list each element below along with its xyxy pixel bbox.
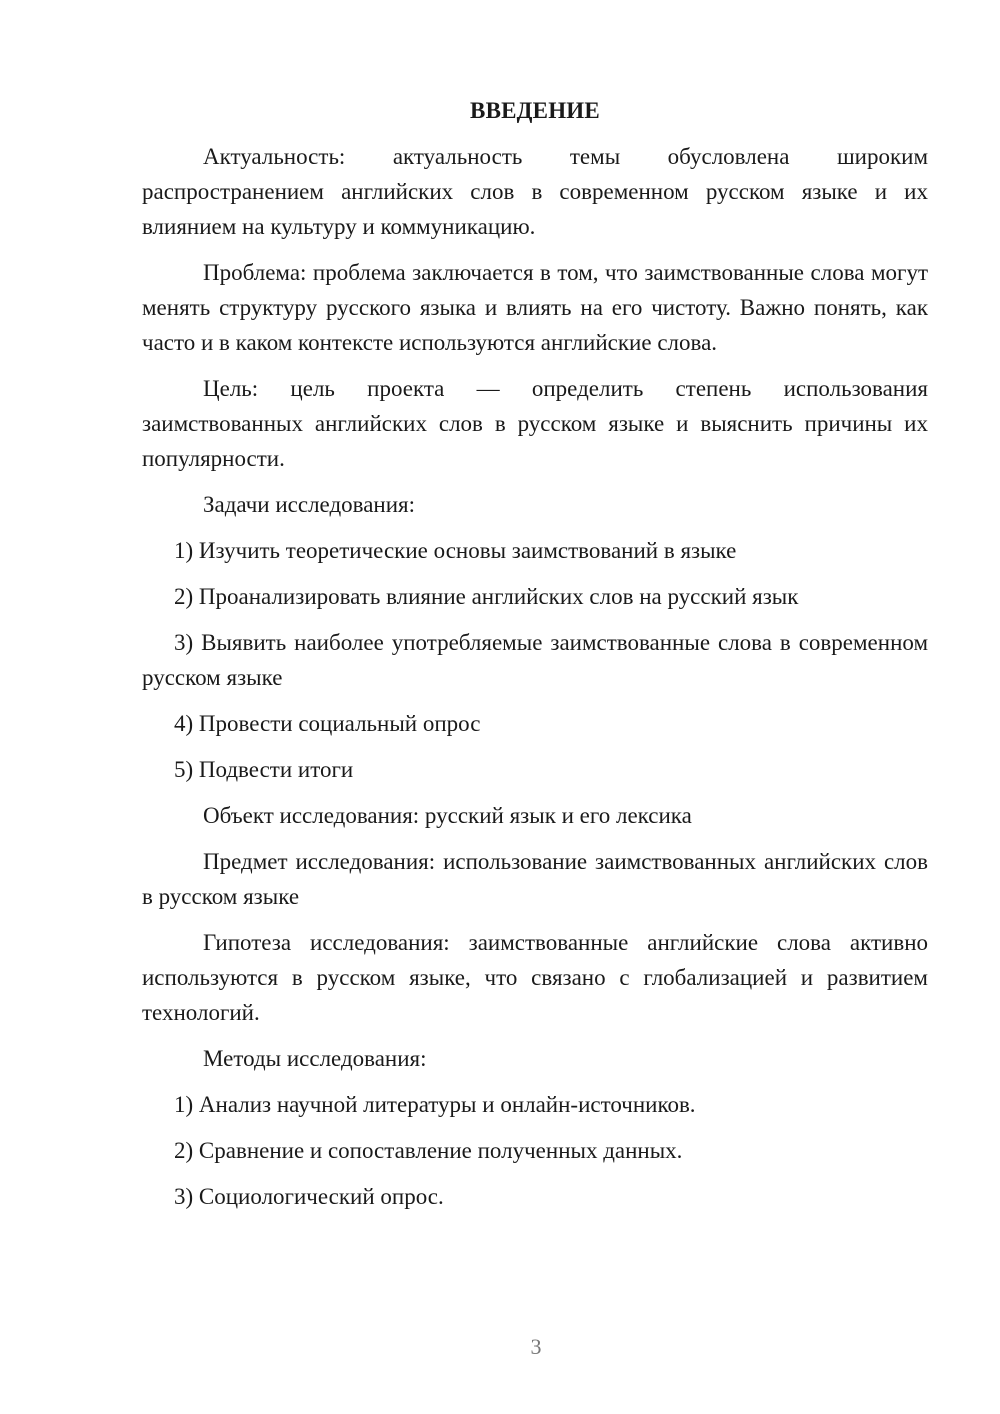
methods-title: Методы исследования: — [203, 1046, 427, 1071]
document-page — [142, 93, 928, 1225]
method-item: 3) Социологический опрос. — [174, 1184, 444, 1209]
task-item: 2) Проанализировать влияние английских слов на русский язык — [174, 584, 799, 609]
problem-paragraph: Проблема: проблема заключается в том, что заимствованные слова могут менять структуру русского языка и влиять на его чистоту. Важно понять, как часто и в каком контексте используются английские слова. — [142, 260, 928, 355]
task-item: 4) Провести социальный опрос — [174, 711, 481, 736]
task-item: 1) Изучить теоретические основы заимствований в языке — [174, 538, 737, 563]
method-item: 1) Анализ научной литературы и онлайн-источников. — [174, 1092, 696, 1117]
subject-paragraph: Предмет исследования: использование заимствованных английских слов в русском языке — [142, 849, 928, 909]
task-item: 5) Подвести итоги — [174, 757, 354, 782]
page-number: 3 — [530, 1334, 542, 1359]
hypothesis-paragraph: Гипотеза исследования: заимствованные английские слова активно используются в русском языке, что связано с глобализацией и развитием технологий. — [142, 930, 928, 1025]
task-item: 3) Выявить наиболее употребляемые заимствованные слова в современном русском языке — [142, 630, 928, 690]
relevance-paragraph: Актуальность: актуальность темы обусловлена широким распространением английских слов в современном русском языке и их влиянием на культуру и коммуникацию. — [142, 144, 928, 239]
object-paragraph: Объект исследования: русский язык и его лексика — [203, 803, 692, 828]
method-item: 2) Сравнение и сопоставление полученных данных. — [174, 1138, 683, 1163]
section-heading: ВВЕДЕНИЕ — [470, 98, 600, 123]
goal-paragraph: Цель: цель проекта — определить степень использования заимствованных английских слов в русском языке и выяснить причины их популярности. — [142, 376, 928, 471]
tasks-title: Задачи исследования: — [203, 492, 416, 517]
